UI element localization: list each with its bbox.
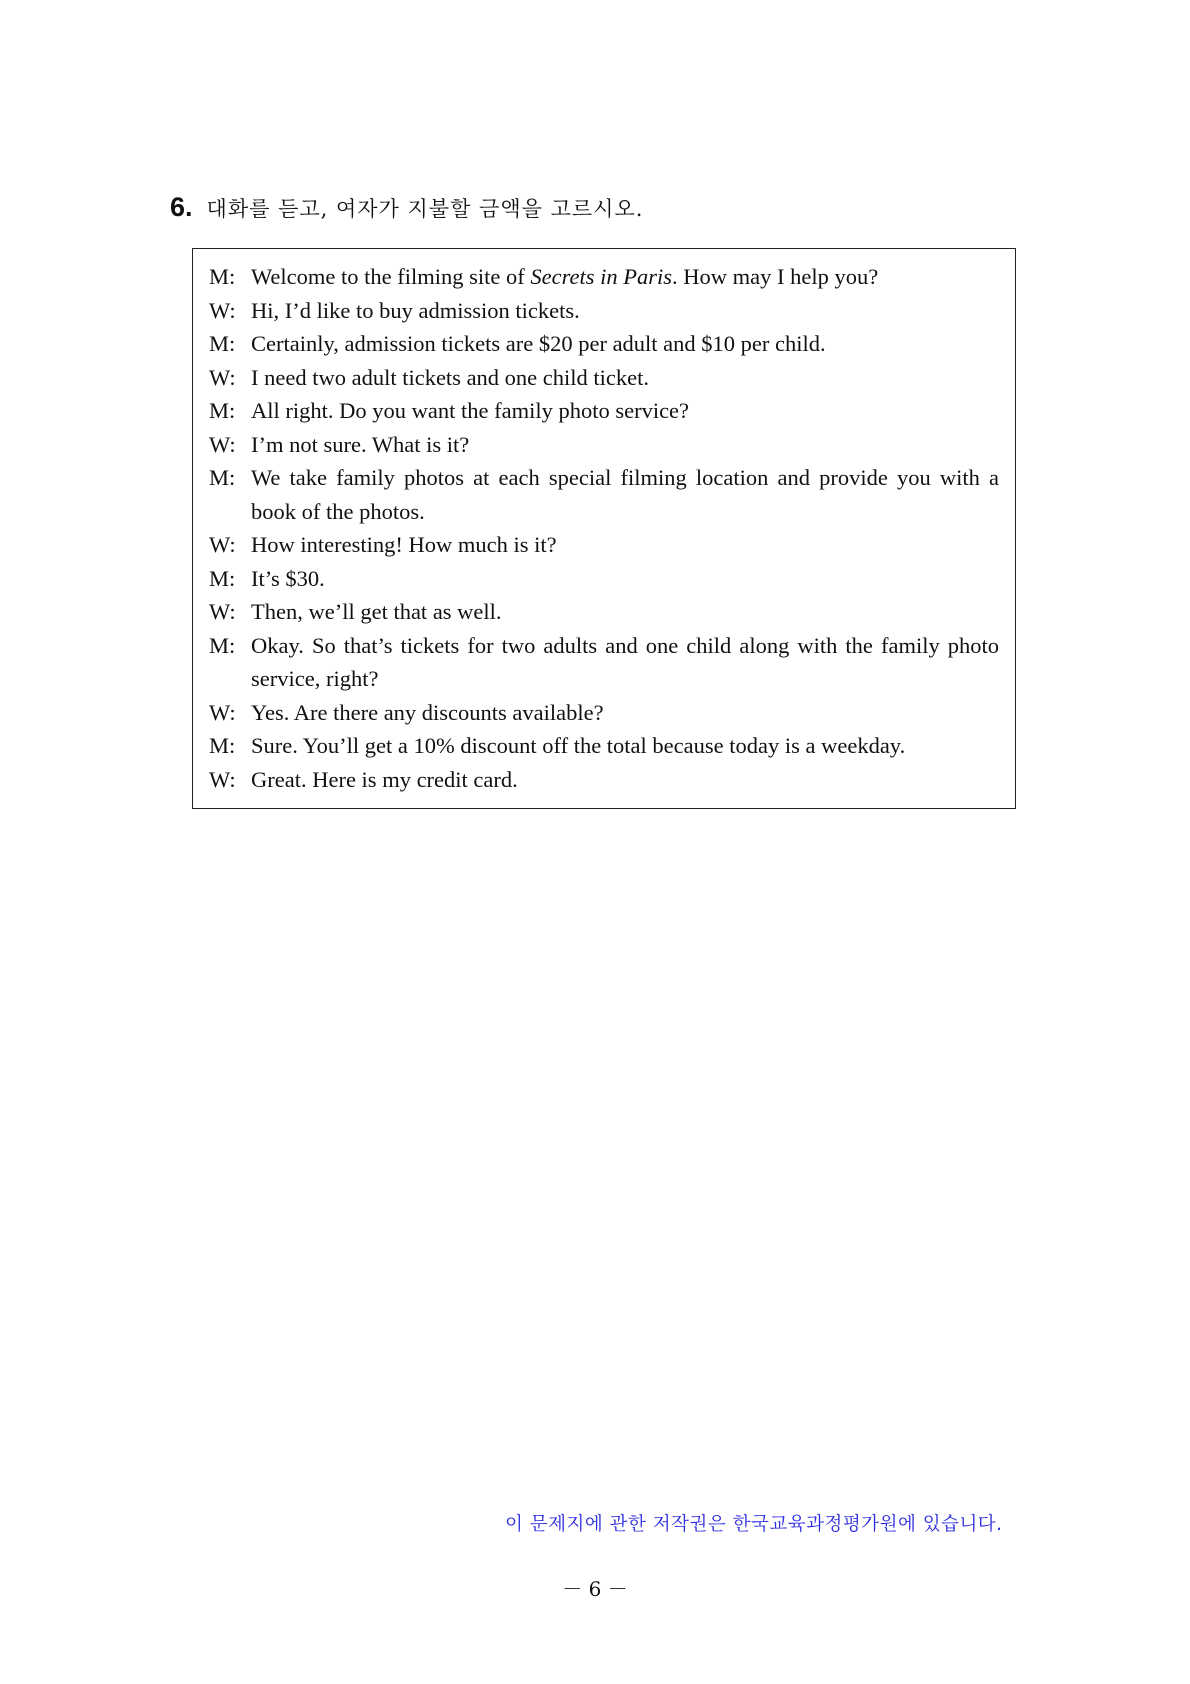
speaker-label: W: <box>209 431 236 457</box>
utterance: Sure. You’ll get a 10% discount off the total because today is a weekday. <box>251 733 906 758</box>
question-prompt: 대화를 듣고, 여자가 지불할 금액을 고르시오. <box>206 197 644 221</box>
copyright-notice: 이 문제지에 관한 저작권은 한국교육과정평가원에 있습니다. <box>505 1514 1003 1535</box>
speaker-label: M: <box>209 264 236 289</box>
dialogue-line <box>209 394 999 428</box>
utterance: Yes. Are there any discounts available? <box>251 699 604 725</box>
speaker-label: W: <box>209 532 236 557</box>
movie-title: Secrets in Paris <box>530 264 673 289</box>
speaker-label: W: <box>209 599 236 624</box>
utterance: It’s $30. <box>251 565 325 591</box>
utterance-text: Welcome to the filming site of <box>251 264 531 289</box>
speaker-label: W: <box>209 699 236 725</box>
speaker-label: M: <box>209 398 236 423</box>
dialogue-line <box>209 528 999 562</box>
dialogue-line <box>209 696 999 730</box>
dialogue-line <box>209 562 999 596</box>
utterance: Okay. So that’s tickets for two adults and one child along with the family photo service, right? <box>251 632 999 691</box>
dialogue-line <box>209 428 999 462</box>
utterance <box>251 260 999 294</box>
utterance-text: . How may I help you? <box>672 264 879 289</box>
dialogue-line <box>209 595 999 629</box>
dialogue-line <box>209 629 999 696</box>
dialogue-line <box>209 327 999 361</box>
dialogue-line <box>209 294 999 328</box>
question-number: 6. <box>170 192 193 222</box>
utterance: Great. Here is my credit card. <box>251 766 518 792</box>
speaker-label: M: <box>209 632 236 658</box>
page-number: － 6 － <box>562 1577 628 1601</box>
utterance: I’m not sure. What is it? <box>251 431 470 457</box>
dialogue-line <box>209 729 999 763</box>
speaker-label: M: <box>209 565 236 591</box>
utterance: How interesting! How much is it? <box>251 532 557 557</box>
dialogue-box <box>192 248 1016 809</box>
dialogue-line <box>209 260 999 294</box>
speaker-label: W: <box>209 766 236 792</box>
speaker-label: M: <box>209 465 236 490</box>
dialogue-line <box>209 461 999 528</box>
speaker-label: W: <box>209 364 236 390</box>
dialogue-line <box>209 361 999 395</box>
utterance: Hi, I’d like to buy admission tickets. <box>251 297 580 323</box>
question-header <box>170 192 1050 228</box>
utterance: Then, we’ll get that as well. <box>251 599 502 624</box>
speaker-label: M: <box>209 733 236 758</box>
utterance: All right. Do you want the family photo service? <box>251 398 690 423</box>
utterance: I need two adult tickets and one child ticket. <box>251 364 650 390</box>
speaker-label: W: <box>209 297 236 323</box>
utterance: We take family photos at each special filming location and provide you with a book of the photos. <box>251 465 999 524</box>
speaker-label: M: <box>209 331 236 356</box>
dialogue-line <box>209 763 999 797</box>
utterance: Certainly, admission tickets are $20 per adult and $10 per child. <box>251 331 826 356</box>
